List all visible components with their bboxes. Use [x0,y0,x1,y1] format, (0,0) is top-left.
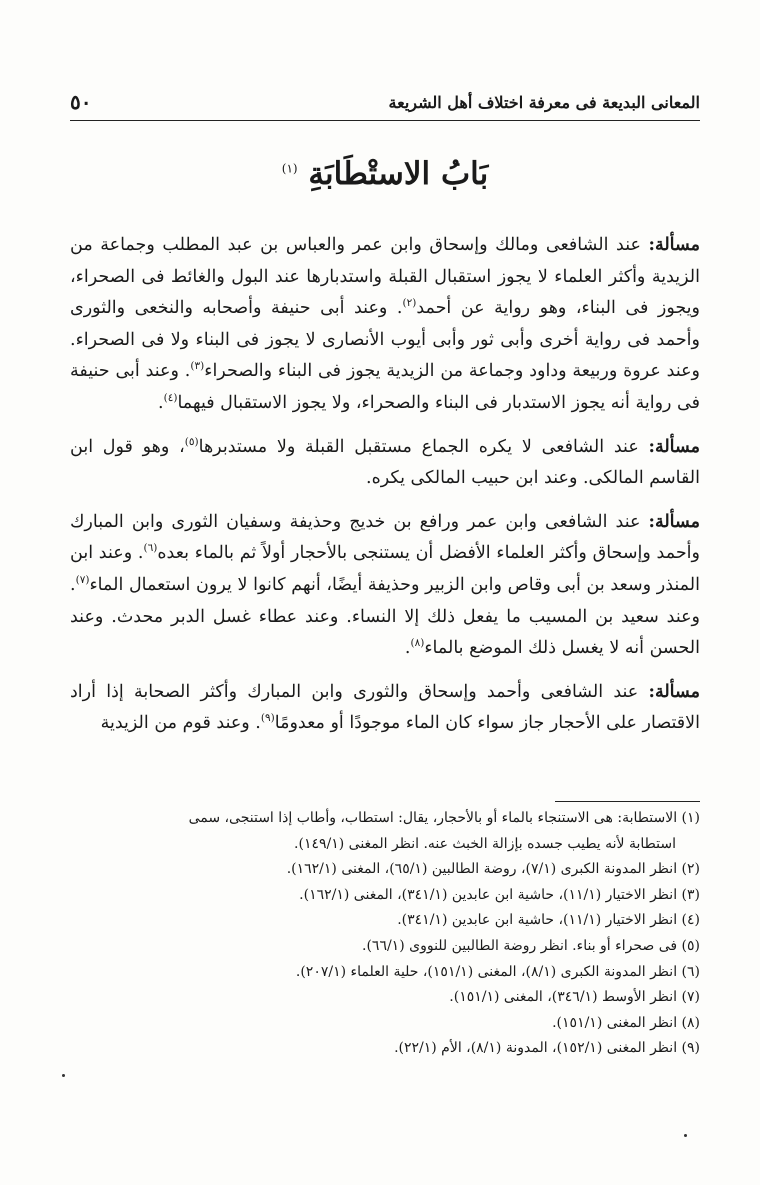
footnote: (٧) انظر الأوسط (٣٤٦/١)، المغنى (١٥١/١). [449,989,700,1006]
footnote: (٦) انظر المدونة الكبرى (٨/١)، المغنى (١٥١/١)، حلية العلماء (٢٠٧/١). [295,963,700,980]
page-header [70,84,700,121]
issue-term: مسألة: [648,235,700,255]
footnote: (٥) فى صحراء أو بناء. انظر روضة الطالبين للنووى (٦٦/١). [362,937,700,954]
scan-speck [62,1074,65,1077]
page [70,0,700,1185]
footnote: (٢) انظر المدونة الكبرى (٧/١)، روضة الطالبين (٦٥/١)، المغنى (١٦٢/١). [286,861,700,878]
footnote-ref: (٣) [190,360,205,373]
footnote-divider [555,801,700,802]
footnote-ref: (٦) [143,542,158,555]
chapter-title [70,150,700,198]
scan-speck [684,1134,687,1137]
footnote-continuation: استطابة لأنه يطيب جسده بإزالة الخبث عنه. انظر المغنى (١٤٩/١). [294,835,676,852]
page-number: ٥٠ [70,90,92,114]
footnote-ref: (٥) [184,435,199,448]
main-text [70,230,700,752]
issue-term: مسألة: [648,511,700,532]
footnote-ref: (٧) [75,574,90,587]
footnote: (٩) انظر المغنى (١٥٢/١)، المدونة (٨/١)، الأم (٢٢/١). [394,1040,700,1057]
chapter-footnote-ref: (١) [281,161,298,176]
footnote: (٣) انظر الاختيار (١١/١)، حاشية ابن عابدين (٣٤١/١)، المغنى (١٦٢/١). [299,886,700,903]
footnote: (٤) انظر الاختيار (١١/١)، حاشية ابن عابدين (٣٤١/١). [397,912,700,929]
footnote-ref: (٨) [410,637,425,650]
issue-paragraph: مسألة: عند الشافعى لا يكره الجماع مستقبل القبلة ولا مستدبرها$^{(٥)}$، وهو قول ابن القاسم المالكى. وعند ابن حبيب المالكى يكره. [70,435,700,489]
footnote-ref: (٩) [260,712,275,725]
issue-term: مسألة: [648,681,700,702]
footnote-ref: (٤) [163,392,178,405]
issue-paragraph: مسألة: عند الشافعى وأحمد وإسحاق والثورى وابن المبارك وأكثر الصحابة إذا أراد الاقتصار على الأحجار جاز سواء كان الماء موجودًا أو معدومًا$^{(٩)}$. وعند قوم من الزيدية [70,681,700,734]
footnote: (١) الاستطابة: هى الاستنجاء بالماء أو بالأحجار، يقال: استطاب، وأطاب إذا استنجى، سمى [188,810,700,826]
footnote-ref: (٢) [402,297,417,310]
footnote: (٨) انظر المغنى (١٥١/١). [552,1014,700,1031]
issue-paragraph: مسألة: عند الشافعى وابن عمر ورافع بن خديج وحذيفة وسفيان الثورى وابن المبارك وأحمد وإسحاق وأكثر العلماء الأفضل أن يستنجى بالأحجار أولاً ثم بالماء بعده$^{(٦)}$. وعند ابن المنذر وسعد بن أبى وقاص وابن الزبير وحذيفة أيضًا، أنهم كانوا لا يرون استعمال الماء$^{(٧)}$. وعند سعيد بن المسيب ما يفعل ذلك إلا النساء. وعند عطاء غسل الدبر محدث. وعند الحسن أنه لا يغسل ذلك الموضع بالماء$^{(٨)}$. [70,511,700,659]
running-title: المعانى البديعة فى معرفة اختلاف أهل الشريعة [388,92,700,112]
chapter-title-text: بَابُ الاستْطَابَةِ [308,156,489,192]
issue-term: مسألة: [648,436,700,457]
issue-paragraph: مسألة: عند الشافعى ومالك وإسحاق وابن عمر والعباس بن عبد المطلب وجماعة من الزيدية وأكثر العلماء لا يجوز استقبال القبلة واستدبارها عند البول والغائط فى الصحراء، ويجوز فى البناء، وهو رواية عن أحمد$^{(٢)}$. وعند أبى حنيفة وأصحابه والنخعى والثورى وأحمد فى رواية أخرى وأبى ثور وأبى أيوب الأنصارى لا يجوز فى البناء ولا فى الصحراء. وعند عروة وربيعة وداود وجماعة من الزيدية يجوز فى البناء والصحراء$^{(٣)}$. وعند أبى حنيفة فى رواية أنه يجوز الاستدبار فى البناء والصحراء، ولا يجوز الاستقبال فيهما$^{(٤)}$. [70,235,701,413]
footnotes [70,806,700,1062]
